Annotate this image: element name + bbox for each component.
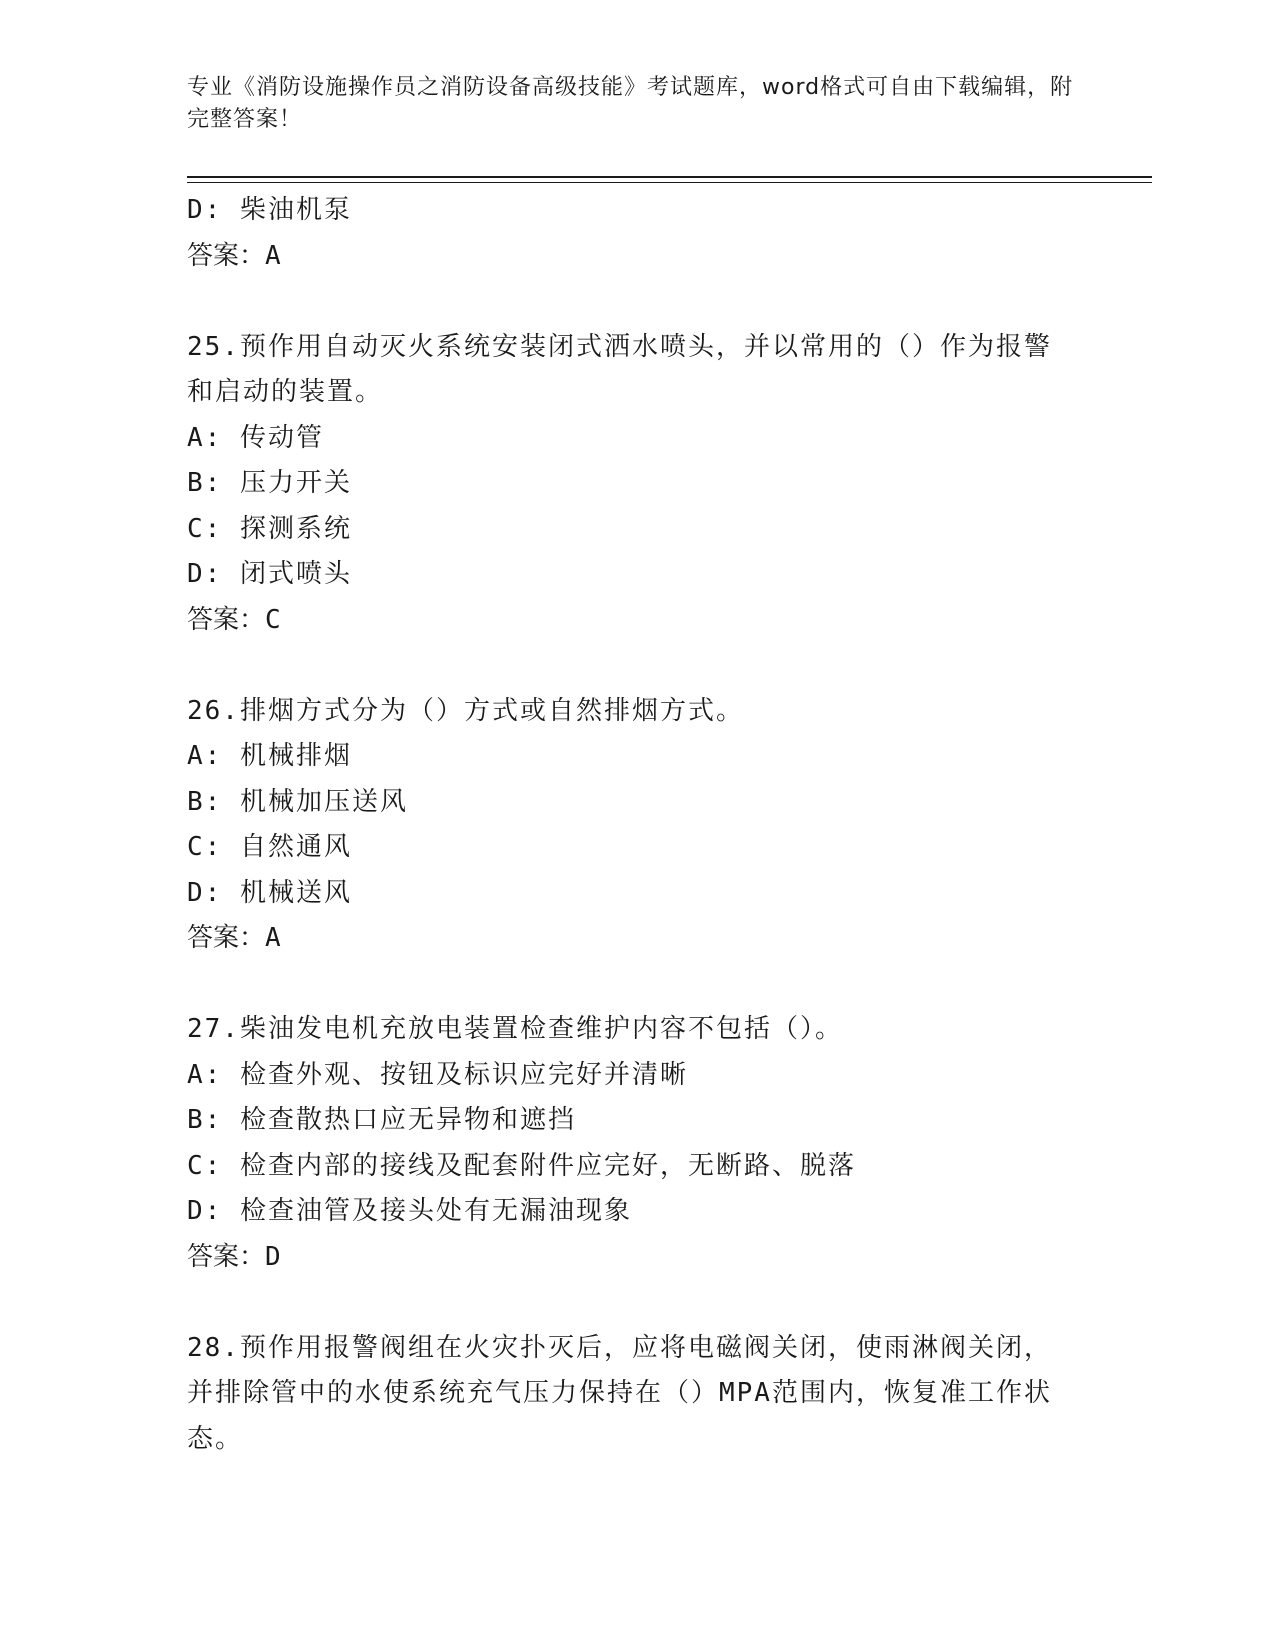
answer-line: [187, 916, 1087, 962]
answer-label: 答案：: [187, 240, 266, 271]
question-text: 26.排烟方式分为（）方式或自然排烟方式。: [187, 695, 744, 726]
option-item: A: 传动管: [187, 422, 324, 453]
document-header: 专业《消防设施操作员之消防设备高级技能》考试题库，word格式可自由下载编辑，附完整答案！: [187, 75, 1074, 132]
option-item: D: 机械送风: [187, 877, 352, 908]
option-item: D: 检查油管及接头处有无漏油现象: [187, 1196, 632, 1226]
answer-value: A: [265, 923, 281, 953]
option-item: D: 闭式喷头: [187, 559, 352, 589]
question-block: [187, 689, 1087, 962]
question-block: [187, 1007, 1087, 1280]
option-item: B: 机械加压送风: [187, 786, 408, 817]
header-divider-thin: [187, 182, 1152, 183]
question-block: [187, 325, 1087, 644]
option-item: C: 探测系统: [187, 513, 352, 544]
answer-line: [187, 234, 1087, 280]
question-text: 27.柴油发电机充放电装置检查维护内容不包括（）。: [187, 1014, 843, 1044]
question-text: 28.预作用报警阀组在火灾扑灭后，应将电磁阀关闭，使雨淋阀关闭，并排除管中的水使系统充气压力保持在（）MPA范围内，恢复准工作状态。: [187, 1332, 1052, 1454]
option-item: C: 检查内部的接线及配套附件应完好，无断路、脱落: [187, 1150, 856, 1181]
answer-label: 答案：: [187, 1241, 266, 1272]
option-item: C: 自然通风: [187, 832, 352, 862]
answer-line: [187, 598, 1087, 644]
question-list: [187, 188, 1087, 1462]
answer-value: A: [265, 240, 281, 271]
answer-value: C: [265, 604, 281, 635]
option-item: D: 柴油机泵: [187, 195, 352, 225]
answer-label: 答案：: [187, 604, 266, 635]
option-item: B: 检查散热口应无异物和遮挡: [187, 1105, 576, 1135]
answer-line: [187, 1235, 1087, 1281]
question-block: [187, 1326, 1087, 1463]
header-divider-thick: [187, 176, 1152, 178]
question-text: 25.预作用自动灭火系统安装闭式洒水喷头，并以常用的（）作为报警和启动的装置。: [187, 331, 1052, 407]
option-item: B: 压力开关: [187, 468, 352, 498]
option-item: A: 检查外观、按钮及标识应完好并清晰: [187, 1059, 688, 1090]
option-item: A: 机械排烟: [187, 741, 352, 771]
answer-value: D: [265, 1241, 281, 1272]
answer-label: 答案：: [187, 923, 266, 953]
